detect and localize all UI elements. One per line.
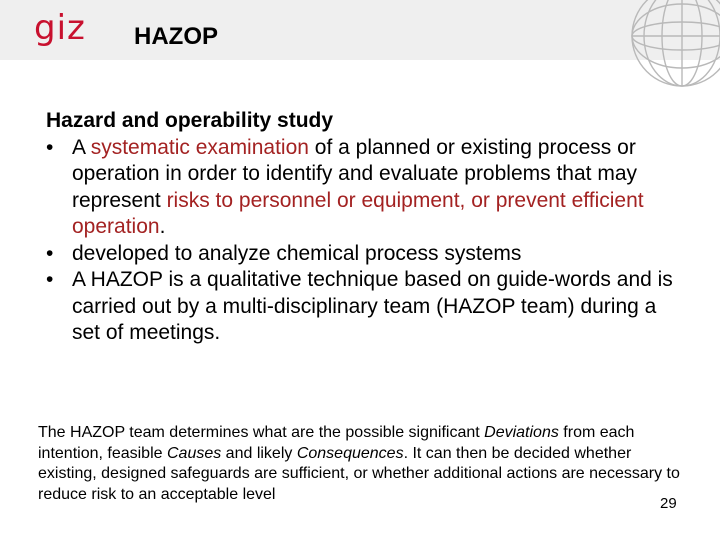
highlight-systematic-examination: systematic examination — [90, 135, 309, 159]
page-number: 29 — [660, 495, 677, 512]
footer-paragraph — [38, 423, 688, 505]
term-consequences: Consequences — [296, 444, 404, 462]
highlight-risks: risks to personnel or equipment, or prevent efficient operation — [72, 188, 644, 238]
footer-text-segment: . It can then be decided whether existing, designed safeguards are sufficient, or whether additional actions are necessary to reduce risk to an acceptable level — [38, 444, 680, 503]
bullet-text-segment: developed to analyze chemical process systems — [72, 241, 522, 265]
bullet-item — [46, 135, 676, 241]
footer-text-segment: and likely — [221, 444, 297, 462]
bullet-marker: • — [46, 135, 54, 159]
term-deviations: Deviations — [484, 424, 559, 441]
giz-logo: giz — [34, 8, 86, 48]
bullet-list — [46, 135, 676, 347]
section-subtitle: Hazard and operability study — [46, 109, 334, 132]
term-causes: Causes — [166, 444, 222, 462]
bullet-text-segment: of a planned or existing process or operation in order to identify and evaluate problems that may represent — [72, 135, 638, 212]
bullet-marker: • — [46, 241, 54, 265]
main-content — [46, 108, 676, 347]
bullet-text-segment: A — [72, 135, 91, 159]
footer-text-segment: from each intention, feasible — [38, 424, 635, 462]
footer-text-segment: The HAZOP team determines what are the possible significant — [38, 424, 485, 441]
bullet-item — [46, 241, 676, 268]
page-title: HAZOP — [134, 23, 218, 50]
globe-icon — [610, 0, 720, 90]
bullet-text-segment: . — [159, 215, 166, 238]
bullet-marker: • — [46, 268, 54, 291]
bullet-text-segment: A HAZOP is a qualitative technique based on guide-words and is carried out by a multi-disciplinary team (HAZOP team) during a set of meetings. — [72, 268, 673, 344]
bullet-item — [46, 267, 676, 347]
